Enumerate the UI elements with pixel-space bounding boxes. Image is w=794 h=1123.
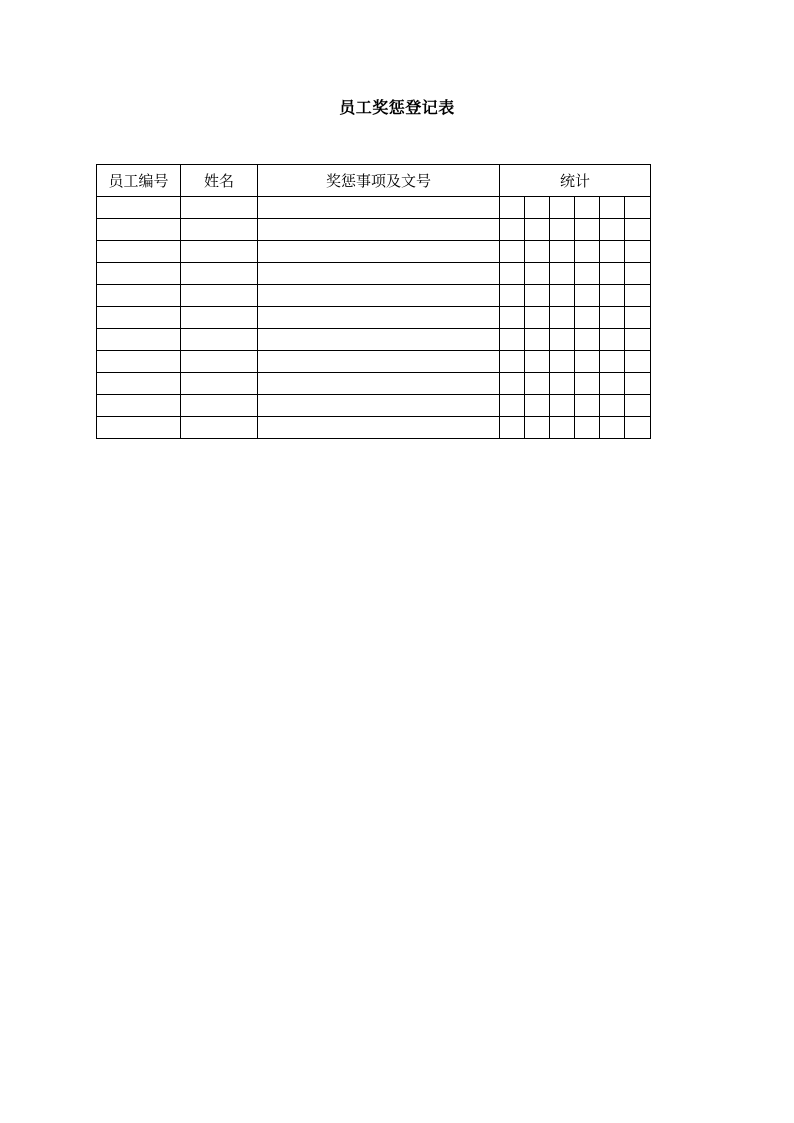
cell-statistic [575, 219, 600, 241]
cell-statistic [625, 219, 651, 241]
cell-statistic [550, 351, 575, 373]
cell-statistic [575, 263, 600, 285]
table-row [97, 373, 651, 395]
cell-statistic [525, 219, 550, 241]
cell-statistic [600, 263, 625, 285]
cell-statistic [625, 395, 651, 417]
cell-statistic [525, 351, 550, 373]
cell-statistic [600, 285, 625, 307]
cell-statistic [575, 329, 600, 351]
cell-name [181, 373, 258, 395]
cell-statistic [525, 197, 550, 219]
cell-statistic [500, 307, 525, 329]
cell-statistic [500, 263, 525, 285]
cell-statistic [525, 241, 550, 263]
table-row [97, 417, 651, 439]
cell-statistic [500, 329, 525, 351]
cell-matter [258, 307, 500, 329]
cell-statistic [625, 197, 651, 219]
table-body [97, 197, 651, 439]
cell-matter [258, 219, 500, 241]
cell-statistic [600, 241, 625, 263]
cell-name [181, 351, 258, 373]
table-row [97, 219, 651, 241]
cell-employee-id [97, 351, 181, 373]
cell-statistic [600, 219, 625, 241]
cell-statistic [550, 263, 575, 285]
cell-statistic [525, 307, 550, 329]
cell-statistic [625, 351, 651, 373]
cell-statistic [575, 373, 600, 395]
cell-name [181, 285, 258, 307]
cell-statistic [575, 395, 600, 417]
cell-statistic [600, 329, 625, 351]
cell-statistic [600, 197, 625, 219]
cell-statistic [525, 395, 550, 417]
header-name: 姓名 [181, 165, 258, 197]
cell-statistic [625, 417, 651, 439]
cell-employee-id [97, 285, 181, 307]
cell-statistic [500, 219, 525, 241]
cell-matter [258, 263, 500, 285]
cell-statistic [575, 307, 600, 329]
cell-statistic [550, 395, 575, 417]
cell-statistic [525, 417, 550, 439]
cell-statistic [550, 241, 575, 263]
cell-statistic [575, 285, 600, 307]
table-row [97, 285, 651, 307]
cell-employee-id [97, 219, 181, 241]
cell-matter [258, 285, 500, 307]
cell-name [181, 395, 258, 417]
table-row [97, 241, 651, 263]
cell-statistic [525, 263, 550, 285]
cell-statistic [500, 395, 525, 417]
cell-statistic [575, 241, 600, 263]
cell-statistic [600, 373, 625, 395]
cell-employee-id [97, 373, 181, 395]
cell-statistic [550, 307, 575, 329]
reward-punishment-register-table [96, 164, 651, 439]
table-row [97, 197, 651, 219]
table-row [97, 395, 651, 417]
cell-employee-id [97, 417, 181, 439]
cell-name [181, 329, 258, 351]
cell-statistic [500, 351, 525, 373]
cell-statistic [550, 417, 575, 439]
cell-matter [258, 329, 500, 351]
cell-name [181, 219, 258, 241]
cell-statistic [500, 417, 525, 439]
cell-matter [258, 241, 500, 263]
cell-name [181, 307, 258, 329]
cell-name [181, 241, 258, 263]
cell-name [181, 417, 258, 439]
cell-statistic [500, 285, 525, 307]
cell-statistic [600, 395, 625, 417]
cell-employee-id [97, 329, 181, 351]
cell-matter [258, 351, 500, 373]
header-statistics: 统计 [500, 165, 651, 197]
cell-statistic [525, 329, 550, 351]
cell-employee-id [97, 395, 181, 417]
cell-statistic [600, 351, 625, 373]
cell-statistic [575, 351, 600, 373]
header-matter-and-doc-number: 奖惩事项及文号 [258, 165, 500, 197]
table-row [97, 263, 651, 285]
cell-statistic [550, 197, 575, 219]
table-row [97, 329, 651, 351]
cell-matter [258, 373, 500, 395]
cell-employee-id [97, 197, 181, 219]
cell-statistic [525, 373, 550, 395]
cell-statistic [500, 241, 525, 263]
cell-matter [258, 395, 500, 417]
cell-statistic [550, 285, 575, 307]
cell-statistic [575, 417, 600, 439]
cell-employee-id [97, 241, 181, 263]
table-row [97, 307, 651, 329]
cell-matter [258, 417, 500, 439]
header-employee-id: 员工编号 [97, 165, 181, 197]
cell-name [181, 197, 258, 219]
cell-statistic [625, 329, 651, 351]
document-title: 员工奖惩登记表 [339, 98, 455, 117]
cell-statistic [625, 307, 651, 329]
table-row [97, 351, 651, 373]
cell-statistic [575, 197, 600, 219]
cell-statistic [550, 329, 575, 351]
cell-statistic [550, 219, 575, 241]
cell-employee-id [97, 263, 181, 285]
cell-statistic [500, 197, 525, 219]
cell-statistic [600, 417, 625, 439]
cell-statistic [550, 373, 575, 395]
cell-employee-id [97, 307, 181, 329]
cell-statistic [625, 373, 651, 395]
cell-matter [258, 197, 500, 219]
cell-statistic [600, 307, 625, 329]
cell-statistic [625, 241, 651, 263]
table-header-row [97, 165, 651, 197]
cell-statistic [625, 263, 651, 285]
cell-statistic [500, 373, 525, 395]
cell-name [181, 263, 258, 285]
cell-statistic [525, 285, 550, 307]
cell-statistic [625, 285, 651, 307]
